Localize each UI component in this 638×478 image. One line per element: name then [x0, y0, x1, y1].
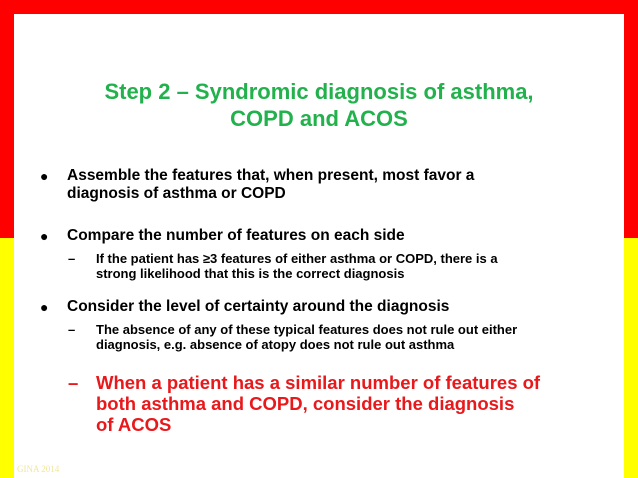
sub-bullet-line: strong likelihood that this is the correct diagnosis — [96, 266, 405, 281]
bullet-line: Assemble the features that, when present, most favor a — [67, 167, 475, 184]
sub-bullet-text — [96, 251, 596, 281]
sub-bullet-text — [96, 372, 596, 435]
sub-bullet-line: The absence of any of these typical features does not rule out either — [96, 322, 518, 337]
footer-copyright: GINA 2014 — [17, 464, 60, 474]
slide-title-line-2: COPD and ACOS — [230, 106, 408, 131]
sub-bullet-line: When a patient has a similar number of features of — [96, 372, 541, 393]
bullet-line: diagnosis of asthma or COPD — [67, 185, 286, 202]
bullet-dot-icon: ● — [40, 299, 49, 315]
bullet-dot-icon: ● — [40, 168, 49, 184]
dash-icon: – — [68, 372, 79, 393]
slide-title — [0, 78, 638, 132]
slide-title-line-1: Step 2 – Syndromic diagnosis of asthma, — [104, 79, 534, 104]
bullet-text: Consider the level of certainty around the diagnosis — [67, 298, 450, 315]
sub-bullet-text — [96, 322, 596, 352]
sub-bullet-line: diagnosis, e.g. absence of atopy does not rule out asthma — [96, 337, 455, 352]
sub-bullet-line: If the patient has ≥3 features of either asthma or COPD, there is a — [96, 251, 498, 266]
sub-bullet-line: both asthma and COPD, consider the diagnosis — [96, 393, 515, 414]
bullet-text: Compare the number of features on each side — [67, 227, 405, 244]
dash-icon: – — [68, 251, 76, 266]
bullet-dot-icon: ● — [40, 228, 49, 244]
bullet-text — [67, 167, 607, 203]
sub-bullet-line: of ACOS — [96, 414, 172, 435]
dash-icon: – — [68, 322, 76, 337]
